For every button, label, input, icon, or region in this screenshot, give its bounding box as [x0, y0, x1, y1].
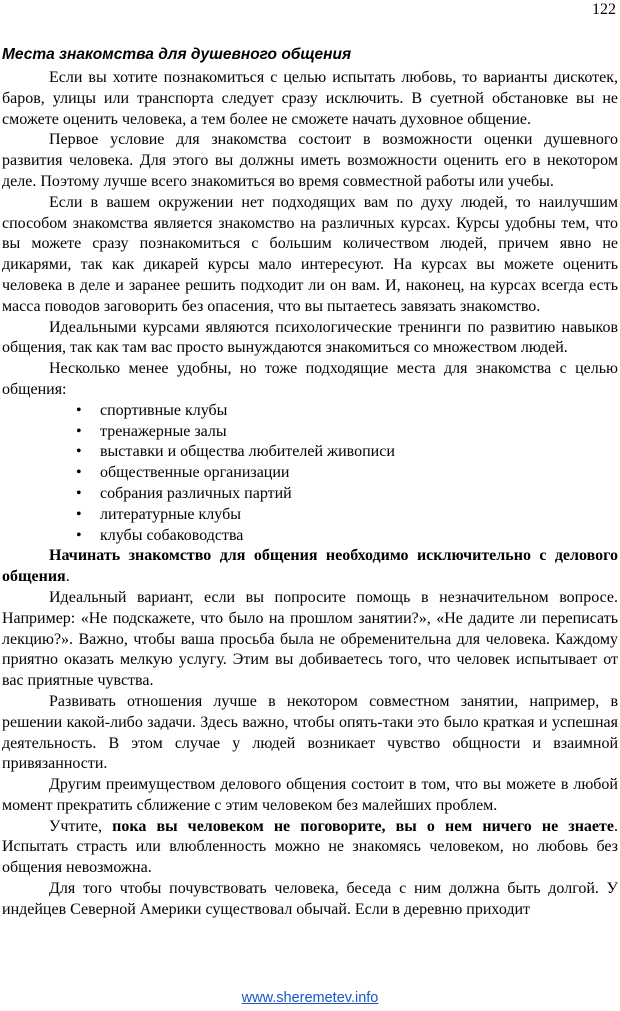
- list-item-text: общественные организации: [100, 464, 290, 482]
- bullet-icon: •: [76, 464, 82, 482]
- bold-statement-paragraph: [2, 546, 618, 588]
- bold-statement: Начинать знакомство для общения необходимо исключительно с делового общения: [2, 547, 618, 586]
- list-item: [2, 422, 618, 443]
- note-rest: . Испытать страсть или влюбленность можно не знакомясь человеком, но любовь без общения невозможна.: [2, 817, 618, 877]
- page-number: 122: [592, 1, 616, 18]
- paragraph: Если вы хотите познакомиться с целью испытать любовь, то варианты дискотек, баров, улицы или транспорта следует сразу исключить. В суетной обстановке вы не сможете оценить человека, а тем более не сможете начать духовное общение.: [2, 69, 618, 128]
- paragraph: Первое условие для знакомства состоит в возможности оценки душевного развития человека. Для этого вы должны иметь возможности оценить его в некотором деле. Поэтому лучше всего знакомиться во время совместной работы или учебы.: [2, 131, 618, 190]
- paragraph: Несколько менее удобны, но тоже подходящие места для знакомства с целью общения:: [2, 360, 618, 398]
- bullet-icon: •: [76, 443, 82, 461]
- paragraph: Идеальный вариант, если вы попросите помощь в незначительном вопросе. Например: «Не подскажете, что было на прошлом занятии?», «Не дадите ли переписать лекцию?». Важно, чтобы ваша просьба была не обременительна для человека. Каждому приятно оказать мелкую услугу. Этим вы добиваетесь того, что человек испытывает от вас приятные чувства.: [2, 588, 618, 690]
- bullet-list: [2, 401, 618, 547]
- bullet-icon: •: [76, 401, 82, 419]
- note-prefix: Учтите,: [49, 817, 113, 835]
- list-item-text: тренажерные залы: [100, 422, 227, 440]
- bullet-icon: •: [76, 505, 82, 523]
- paragraph: Идеальными курсами являются психологические тренинги по развитию навыков общения, так как там вас просто вынуждаются знакомиться со множеством людей.: [2, 318, 618, 357]
- list-item-text: выставки и общества любителей живописи: [100, 443, 395, 461]
- paragraph: Другим преимуществом делового общения состоит в том, что вы можете в любой момент прекратить сближение с этим человеком без малейших проблем.: [2, 776, 618, 814]
- footer-link[interactable]: www.sheremetev.info: [241, 990, 379, 1006]
- bullet-icon: •: [76, 422, 82, 440]
- paragraph: Развивать отношения лучше в некотором совместном занятии, например, в решении какой-либо задачи. Здесь важно, чтобы опять-таки это было краткая и успешная деятельность. В этом случае у людей возникает чувство общности и взаимной привязанности.: [2, 692, 618, 773]
- list-item: [2, 526, 618, 547]
- list-item-text: спортивные клубы: [100, 401, 228, 419]
- paragraph: Для того чтобы почувствовать человека, беседа с ним должна быть долгой. У индейцев Северной Америки существовал обычай. Если в деревню приходит: [2, 880, 618, 918]
- list-item-text: клубы собаководства: [100, 526, 244, 544]
- paragraph: Если в вашем окружении нет подходящих вам по духу людей, то наилучшим способом знакомства является знакомство на различных курсах. Курсы удобны тем, что вы можете сразу познакомиться с большим количеством людей, причем явно не дикарями, так как дикарей курсы мало интересуют. На курсах вы можете оценить человека в деле и заранее решить подходит ли он вам. И, наконец, на курсах всегда есть масса поводов заговорить без опасения, что вы пытаетесь завязать знакомство.: [2, 193, 618, 315]
- body-text: [2, 68, 618, 921]
- list-item: [2, 463, 618, 484]
- note-bold: пока вы человеком не поговорите, вы о нем ничего не знаете: [112, 817, 614, 835]
- list-item: [2, 401, 618, 422]
- list-item: [2, 442, 618, 463]
- section-heading: Места знакомства для душевного общения: [2, 46, 352, 63]
- bold-statement-end: .: [65, 568, 70, 586]
- note-paragraph: [2, 817, 618, 879]
- list-item-text: литературные клубы: [100, 505, 241, 523]
- bullet-icon: •: [76, 526, 82, 544]
- bullet-icon: •: [76, 484, 82, 502]
- list-item: [2, 505, 618, 526]
- list-item: [2, 484, 618, 505]
- list-item-text: собрания различных партий: [100, 484, 292, 502]
